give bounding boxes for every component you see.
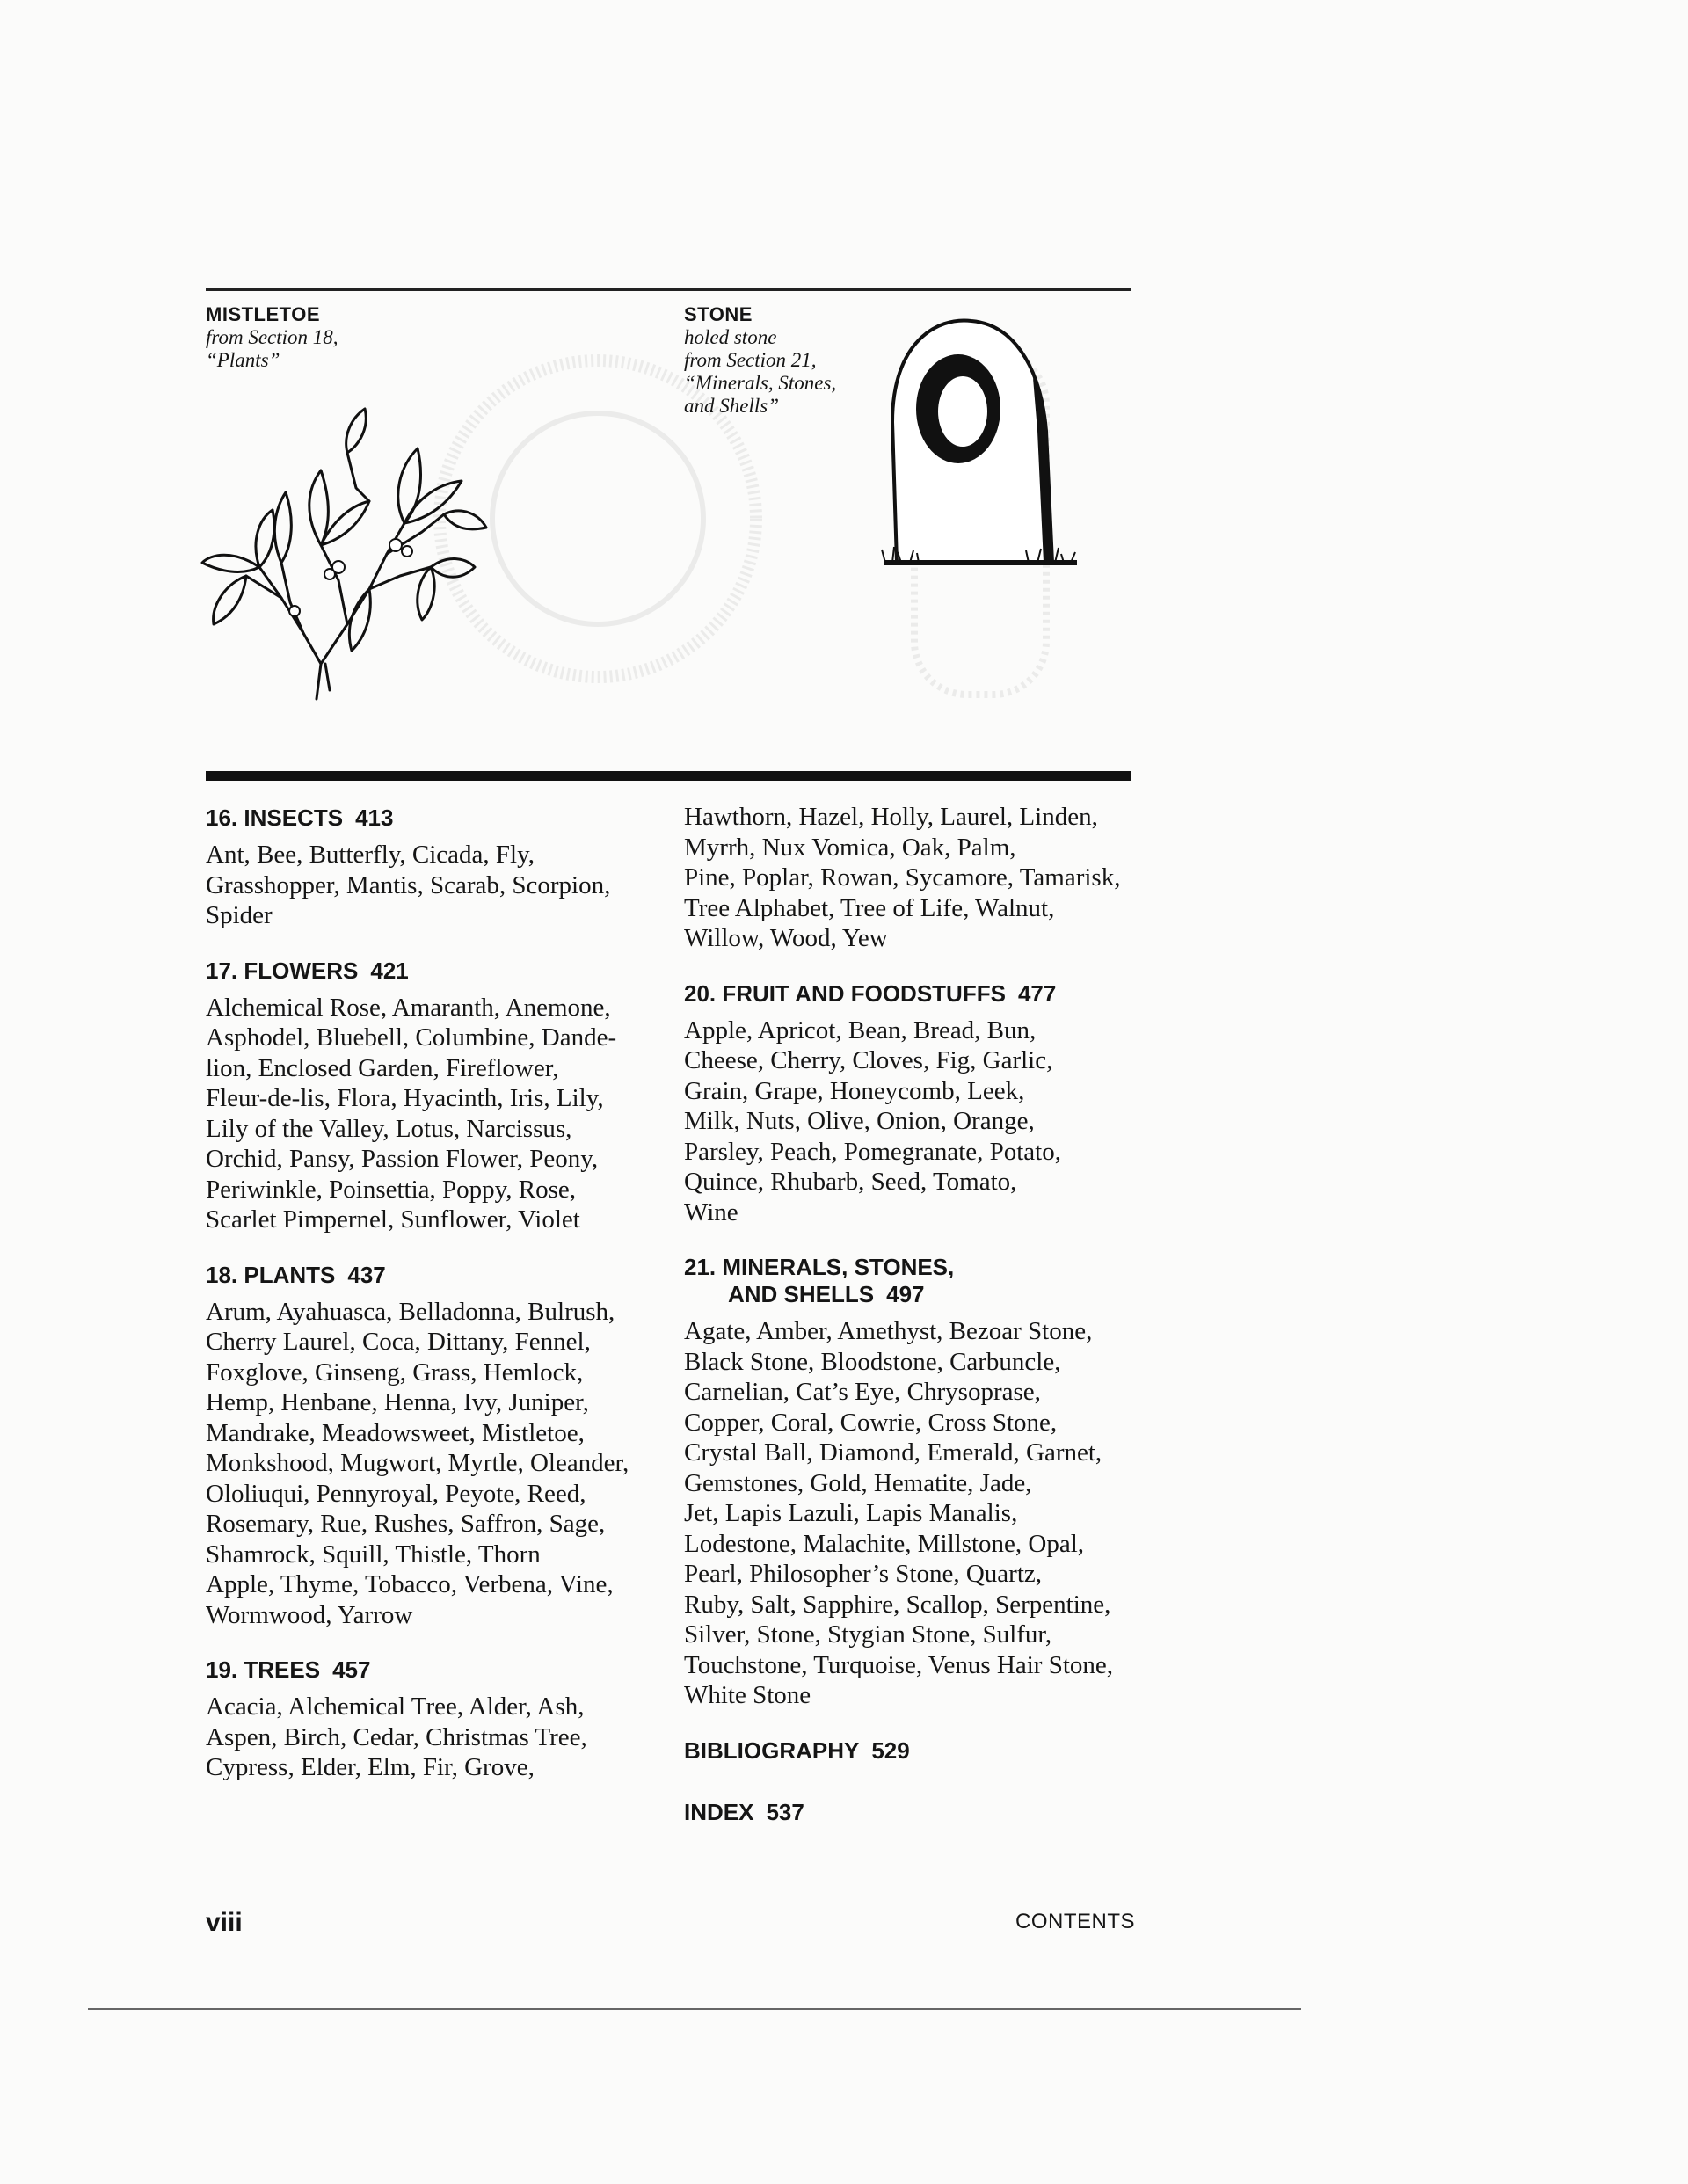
holed-stone-illustration	[866, 308, 1086, 580]
scan-edge-line	[88, 2008, 1301, 2010]
entry-line: Pine, Poplar, Rowan, Sycamore, Tamarisk,	[684, 863, 1121, 892]
entry-line: Ololiuqui, Pennyroyal, Peyote, Reed,	[206, 1479, 586, 1508]
entry-line: Pearl, Philosopher’s Stone, Quartz,	[684, 1560, 1043, 1588]
section-page-number: 477	[1017, 979, 1057, 1007]
section-title: 18. PLANTS	[206, 1261, 336, 1288]
section-entries	[206, 993, 663, 1235]
caption-line: “Minerals, Stones,	[684, 372, 837, 394]
section-entries	[206, 840, 663, 931]
section-entries	[684, 1316, 1141, 1711]
section-title: 21. MINERALS, STONES,	[684, 1254, 955, 1280]
entry-line: White Stone	[684, 1681, 811, 1709]
contents-section-trees	[206, 1656, 663, 1783]
entry-line: Cheese, Cherry, Cloves, Fig, Garlic,	[684, 1046, 1053, 1074]
entry-line: Arum, Ayahuasca, Belladonna, Bulrush,	[206, 1297, 615, 1326]
section-page-number: 457	[332, 1656, 371, 1683]
entry-line: Spider	[206, 901, 273, 929]
section-title: 20. FRUIT AND FOODSTUFFS	[684, 979, 1006, 1007]
entry-line: Crystal Ball, Diamond, Emerald, Garnet,	[684, 1438, 1102, 1467]
section-entries	[684, 1016, 1141, 1228]
section-heading	[206, 1262, 663, 1289]
contents-section-minerals	[684, 1254, 1141, 1711]
entry-line: Gemstones, Gold, Hematite, Jade,	[684, 1468, 1032, 1497]
section-title-continued: AND SHELLS	[728, 1281, 875, 1307]
entry-line: Wormwood, Yarrow	[206, 1600, 413, 1629]
section-page-number: 537	[766, 1798, 804, 1825]
entry-line: Silver, Stone, Stygian Stone, Sulfur,	[684, 1620, 1052, 1649]
caption-line: “Plants”	[206, 349, 280, 371]
caption-line: from Section 21,	[684, 349, 817, 371]
entry-line: Copper, Coral, Cowrie, Cross Stone,	[684, 1408, 1058, 1437]
entry-line: lion, Enclosed Garden, Fireflower,	[206, 1053, 559, 1082]
caption-title: STONE	[684, 303, 753, 325]
section-title: 19. TREES	[206, 1656, 321, 1683]
entry-line: Parsley, Peach, Pomegranate, Potato,	[684, 1137, 1061, 1166]
entry-line: Agate, Amber, Amethyst, Bezoar Stone,	[684, 1317, 1093, 1345]
section-entries	[206, 1692, 663, 1783]
entry-line: Ruby, Salt, Sapphire, Scallop, Serpentine,	[684, 1590, 1111, 1619]
entry-line: Carnelian, Cat’s Eye, Chrysoprase,	[684, 1378, 1041, 1406]
contents-right-column	[684, 802, 1141, 1834]
entry-line: Lily of the Valley, Lotus, Narcissus,	[206, 1114, 572, 1143]
entry-line: Apple, Thyme, Tobacco, Verbena, Vine,	[206, 1570, 614, 1598]
contents-left-column	[206, 804, 663, 1783]
caption-line: holed stone	[684, 326, 777, 348]
entry-line: Orchid, Pansy, Passion Flower, Peony,	[206, 1145, 599, 1173]
mistletoe-illustration	[198, 400, 488, 703]
entry-line: Hemp, Henbane, Henna, Ivy, Juniper,	[206, 1388, 589, 1416]
section-title: INDEX	[684, 1798, 754, 1825]
section-title: 16. INSECTS	[206, 804, 344, 831]
caption-title: MISTLETOE	[206, 303, 320, 325]
section-title: 17. FLOWERS	[206, 957, 359, 984]
entry-line: Rosemary, Rue, Rushes, Saffron, Sage,	[206, 1510, 606, 1538]
section-entries	[206, 1297, 663, 1631]
contents-section-flowers	[206, 957, 663, 1235]
top-rule	[206, 288, 1131, 291]
entry-line: Willow, Wood, Yew	[684, 924, 888, 952]
section-page-number: 413	[355, 804, 394, 831]
entry-line: Hawthorn, Hazel, Holly, Laurel, Linden,	[684, 803, 1098, 831]
entry-line: Grasshopper, Mantis, Scarab, Scorpion,	[206, 870, 611, 899]
stone-caption	[684, 303, 836, 418]
contents-section-fruit	[684, 980, 1141, 1228]
running-head: CONTENTS	[1015, 1910, 1135, 1933]
entry-line: Apple, Apricot, Bean, Bread, Bun,	[684, 1016, 1037, 1045]
entry-line: Tree Alphabet, Tree of Life, Walnut,	[684, 893, 1055, 922]
section-page-number: 421	[370, 957, 409, 984]
index-heading	[684, 1799, 1141, 1826]
entry-line: Asphodel, Bluebell, Columbine, Dande-	[206, 1023, 617, 1052]
entry-line: Grain, Grape, Honeycomb, Leek,	[684, 1076, 1025, 1105]
section-heading	[206, 957, 663, 985]
section-title: BIBLIOGRAPHY	[684, 1736, 860, 1764]
entry-line: Fleur-de-lis, Flora, Hyacinth, Iris, Lily,	[206, 1084, 604, 1112]
entry-line: Touchstone, Turquoise, Venus Hair Stone,	[684, 1650, 1114, 1679]
entry-line: Lodestone, Malachite, Millstone, Opal,	[684, 1529, 1085, 1558]
entry-line: Ant, Bee, Butterfly, Cicada, Fly,	[206, 841, 535, 869]
section-heading	[684, 1254, 1141, 1308]
mistletoe-caption	[206, 303, 338, 372]
entry-line: Cypress, Elder, Elm, Fir, Grove,	[206, 1753, 535, 1781]
entry-line: Wine	[684, 1198, 738, 1227]
section-page-number: 497	[886, 1281, 925, 1307]
page-number: viii	[206, 1908, 243, 1937]
entry-line: Scarlet Pimpernel, Sunflower, Violet	[206, 1205, 580, 1234]
entry-line: Mandrake, Meadowsweet, Mistletoe,	[206, 1418, 585, 1447]
section-heading	[206, 804, 663, 832]
entry-line: Cherry Laurel, Coca, Dittany, Fennel,	[206, 1328, 591, 1356]
entry-line: Myrrh, Nux Vomica, Oak, Palm,	[684, 833, 1016, 862]
entry-line: Quince, Rhubarb, Seed, Tomato,	[684, 1168, 1017, 1196]
caption-line: and Shells”	[684, 395, 779, 417]
contents-section-plants	[206, 1262, 663, 1631]
section-page-number: 529	[871, 1736, 910, 1764]
bibliography-heading	[684, 1737, 1141, 1765]
section-rule	[206, 771, 1131, 781]
entry-line: Periwinkle, Poinsettia, Poppy, Rose,	[206, 1175, 577, 1204]
entry-line: Aspen, Birch, Cedar, Christmas Tree,	[206, 1722, 587, 1751]
contents-section-insects	[206, 804, 663, 931]
entry-line: Black Stone, Bloodstone, Carbuncle,	[684, 1347, 1061, 1376]
trees-continuation	[684, 802, 1141, 954]
section-heading	[206, 1656, 663, 1684]
caption-line: from Section 18,	[206, 326, 338, 348]
entry-line: Jet, Lapis Lazuli, Lapis Manalis,	[684, 1499, 1018, 1527]
entry-line: Alchemical Rose, Amaranth, Anemone,	[206, 993, 611, 1022]
entry-line: Acacia, Alchemical Tree, Alder, Ash,	[206, 1693, 585, 1721]
entry-line: Shamrock, Squill, Thistle, Thorn	[206, 1540, 541, 1569]
entry-line: Foxglove, Ginseng, Grass, Hemlock,	[206, 1358, 584, 1387]
entry-line: Milk, Nuts, Olive, Onion, Orange,	[684, 1107, 1035, 1135]
entry-line: Monkshood, Mugwort, Myrtle, Oleander,	[206, 1449, 629, 1477]
section-heading	[684, 980, 1141, 1008]
section-page-number: 437	[347, 1261, 386, 1288]
